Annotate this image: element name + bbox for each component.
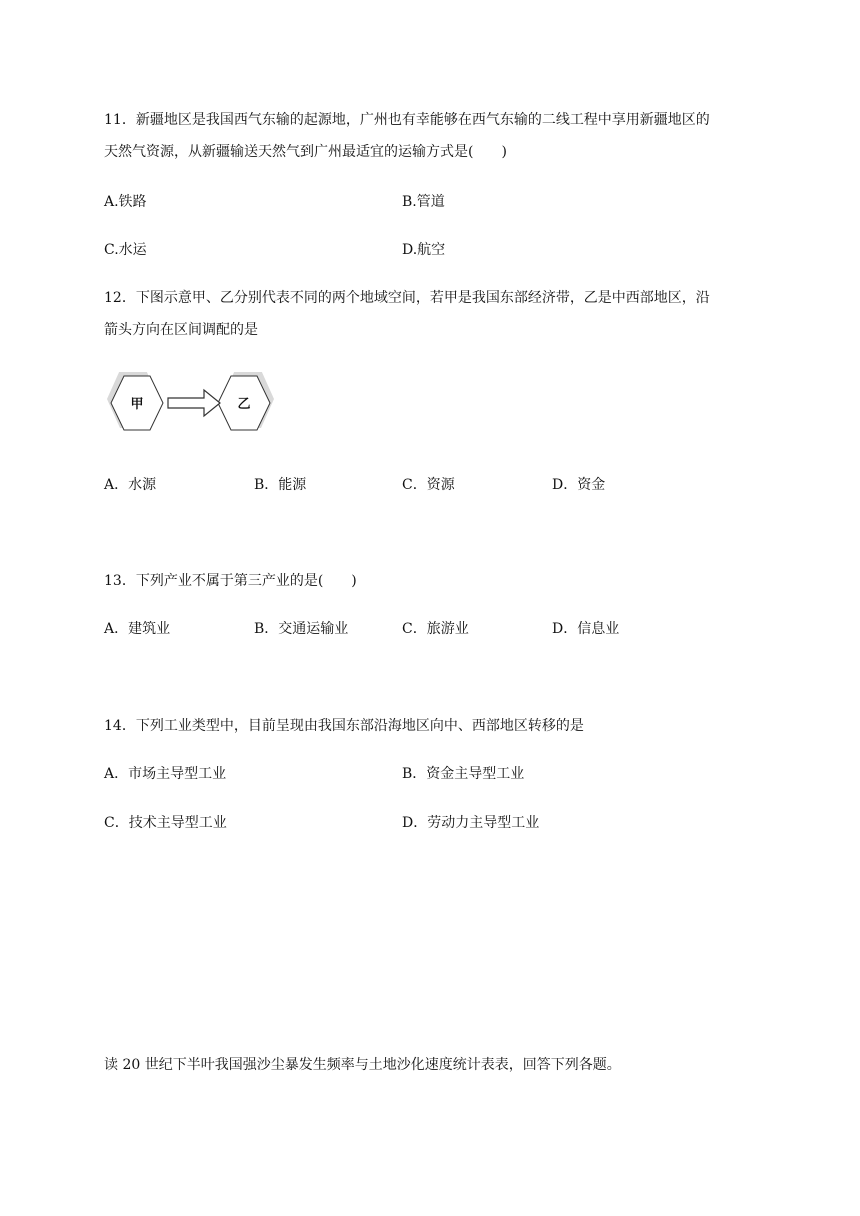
q13-option-d[interactable]: D．信息业 — [552, 621, 620, 637]
region-transfer-svg — [104, 372, 284, 434]
q12-option-c[interactable]: C．资源 — [402, 477, 455, 493]
q11-option-b[interactable]: B.管道 — [402, 194, 445, 210]
q11-option-a[interactable]: A.铁路 — [104, 194, 147, 210]
q12-stem-line2: 箭头方向在区间调配的是 — [104, 322, 258, 338]
q12-option-b[interactable]: B．能源 — [254, 477, 307, 493]
q12-option-d[interactable]: D．资金 — [552, 477, 606, 493]
q13-stem: 13．下列产业不属于第三产业的是( ) — [104, 573, 357, 589]
left-region-label: 甲 — [130, 397, 144, 412]
passage-intro: 读 20 世纪下半叶我国强沙尘暴发生频率与土地沙化速度统计表表，回答下列各题。 — [104, 1057, 621, 1073]
q11-stem-line1: 11．新疆地区是我国西气东输的起源地，广州也有幸能够在西气东输的二线工程中享用新疆地区的 — [104, 112, 710, 128]
q13-option-b[interactable]: B．交通运输业 — [254, 621, 349, 637]
q14-stem: 14．下列工业类型中，目前呈现由我国东部沿海地区向中、西部地区转移的是 — [104, 718, 584, 734]
right-region-label: 乙 — [237, 397, 251, 412]
q11-stem-line2: 天然气资源，从新疆输送天然气到广州最适宜的运输方式是( ) — [104, 144, 507, 160]
q14-option-c[interactable]: C．技术主导型工业 — [104, 815, 227, 831]
q13-option-a[interactable]: A．建筑业 — [104, 621, 171, 637]
q13-option-c[interactable]: C．旅游业 — [402, 621, 469, 637]
region-transfer-diagram — [104, 372, 284, 434]
q12-stem-line1: 12．下图示意甲、乙分别代表不同的两个地域空间，若甲是我国东部经济带，乙是中西部地区，沿 — [104, 290, 710, 306]
transfer-arrow-icon — [168, 390, 220, 416]
q12-option-a[interactable]: A．水源 — [104, 477, 157, 493]
q14-option-a[interactable]: A．市场主导型工业 — [104, 766, 227, 782]
q14-option-d[interactable]: D．劳动力主导型工业 — [402, 815, 540, 831]
q14-option-b[interactable]: B．资金主导型工业 — [402, 766, 525, 782]
q11-option-d[interactable]: D.航空 — [402, 242, 446, 258]
q11-option-c[interactable]: C.水运 — [104, 242, 147, 258]
